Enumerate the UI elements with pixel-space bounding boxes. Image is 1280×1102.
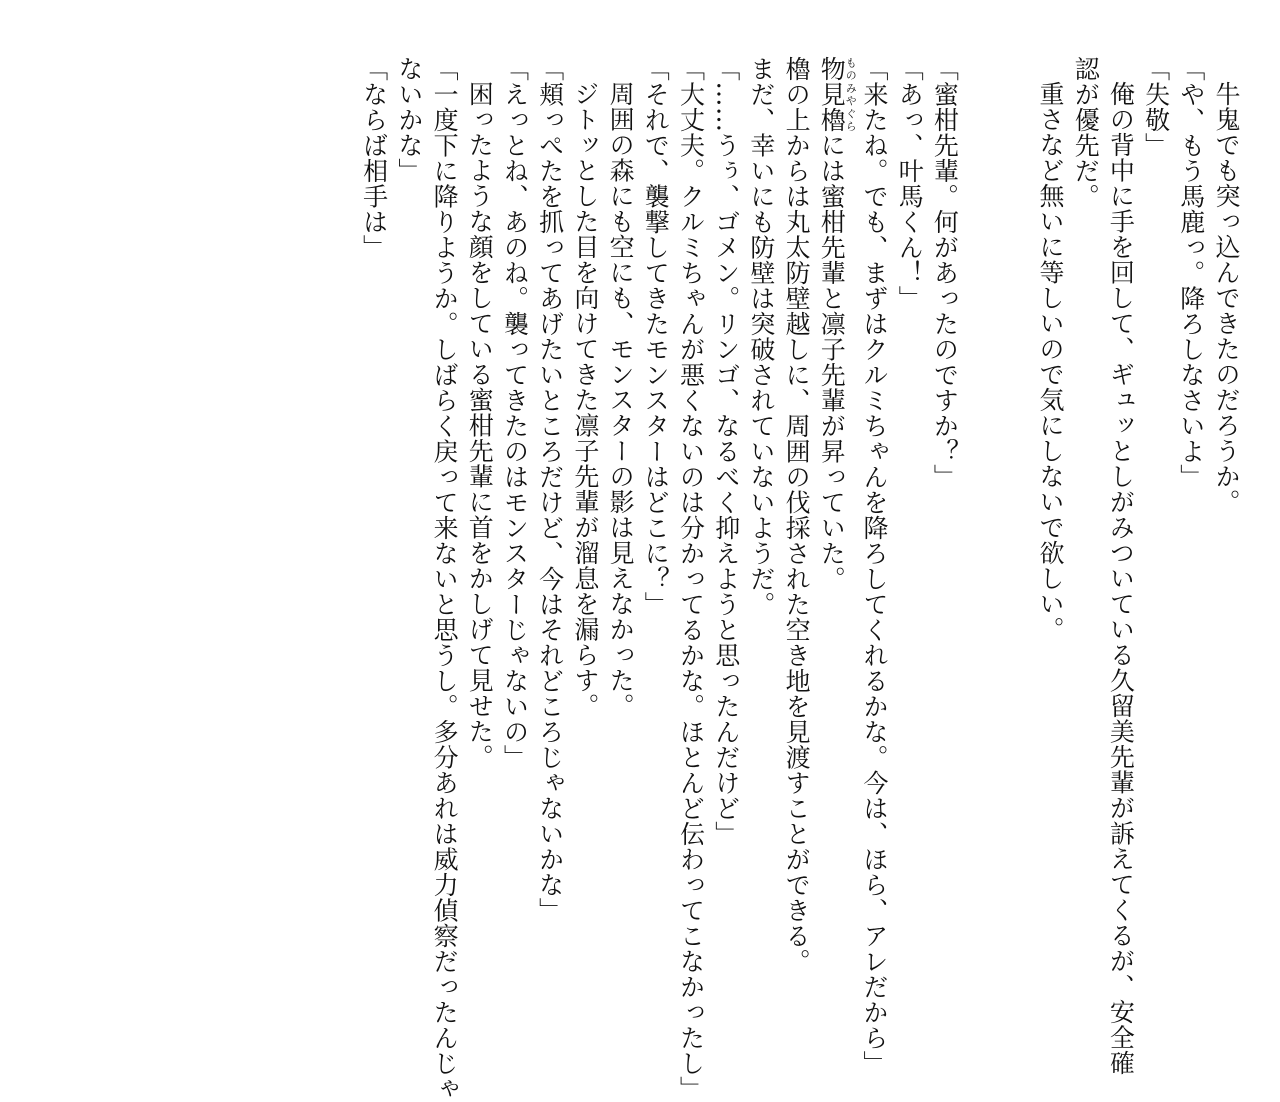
narration-line: 重さなど無いに等しいので気にしないで欲しい。 bbox=[1035, 81, 1065, 642]
blank-line bbox=[962, 56, 997, 1016]
narration-line: 櫓の上からは丸太防壁越しに、周囲の伐採された空き地を見渡すことができる。 bbox=[782, 56, 812, 974]
dialogue-line-continued: ないかな」 bbox=[394, 56, 424, 184]
dialogue-line: 「頬っぺたを抓ってあげたいところだけど、今はそれどころじゃないかな」 bbox=[535, 56, 565, 923]
narration-line-continued: 認が優先だ。 bbox=[1071, 56, 1101, 209]
ruby-word bbox=[817, 56, 858, 133]
dialogue-line: 「来たね。でも、まずはクルミちゃんを降ろしてくれるかな。今は、ほら、アレだから」 bbox=[860, 56, 889, 1076]
vertical-text-body bbox=[356, 56, 1244, 1102]
dialogue-line: 「えっとね、あのね。襲ってきたのはモンスターじゃないの」 bbox=[500, 56, 530, 770]
dialogue-line: 「や、もう馬鹿っ。降ろしなさいよ」 bbox=[1176, 56, 1206, 490]
dialogue-line: 「失敬」 bbox=[1141, 56, 1171, 158]
narration-line: 困ったような顔をしている蜜柑先輩に首をかしげて見せた。 bbox=[465, 81, 495, 770]
narration-line: まだ、幸いにも防壁は突破されていないようだ。 bbox=[746, 56, 776, 617]
narration-line: 俺の背中に手を回して、ギュッとしがみついている久留美先輩が訴えてくるが、安全確 bbox=[1106, 81, 1136, 1076]
dialogue-line: 「蜜柑先輩。何があったのですか？」 bbox=[930, 56, 960, 490]
narration-line: 牛鬼でも突っ込んできたのだろうか。 bbox=[1212, 81, 1241, 515]
narration-line-with-ruby bbox=[814, 56, 857, 1016]
blank-line bbox=[998, 56, 1033, 1016]
dialogue-line: 「一度下に降りようか。しばらく戻って来ないと思うし。多分あれは威力偵察だったんじゃ bbox=[430, 56, 460, 1102]
narration-line: ジトッとした目を向けてきた凛子先輩が溜息を漏らす。 bbox=[570, 81, 600, 719]
narration-line: 周囲の森にも空にも、モンスターの影は見えなかった。 bbox=[606, 81, 636, 719]
dialogue-line: 「大丈夫。クルミちゃんが悪くないのは分かってるかな。ほとんど伝わってこなかったし」 bbox=[676, 56, 706, 1102]
dialogue-line: 「あっ、叶馬くん！」 bbox=[895, 56, 925, 311]
dialogue-line: 「……うぅ、ゴメン。リンゴ、なるべく抑えようと思ったんだけど」 bbox=[711, 56, 741, 847]
dialogue-line: 「ならば相手は」 bbox=[359, 56, 389, 260]
ruby-reading: ものみやぐら bbox=[844, 56, 858, 133]
ruby-line-rest: には蜜柑先輩と凛子先輩が昇っていた。 bbox=[817, 132, 847, 592]
dialogue-line: 「それで、襲撃してきたモンスターはどこに？」 bbox=[641, 56, 671, 617]
ruby-base: 物見櫓 bbox=[817, 56, 847, 133]
